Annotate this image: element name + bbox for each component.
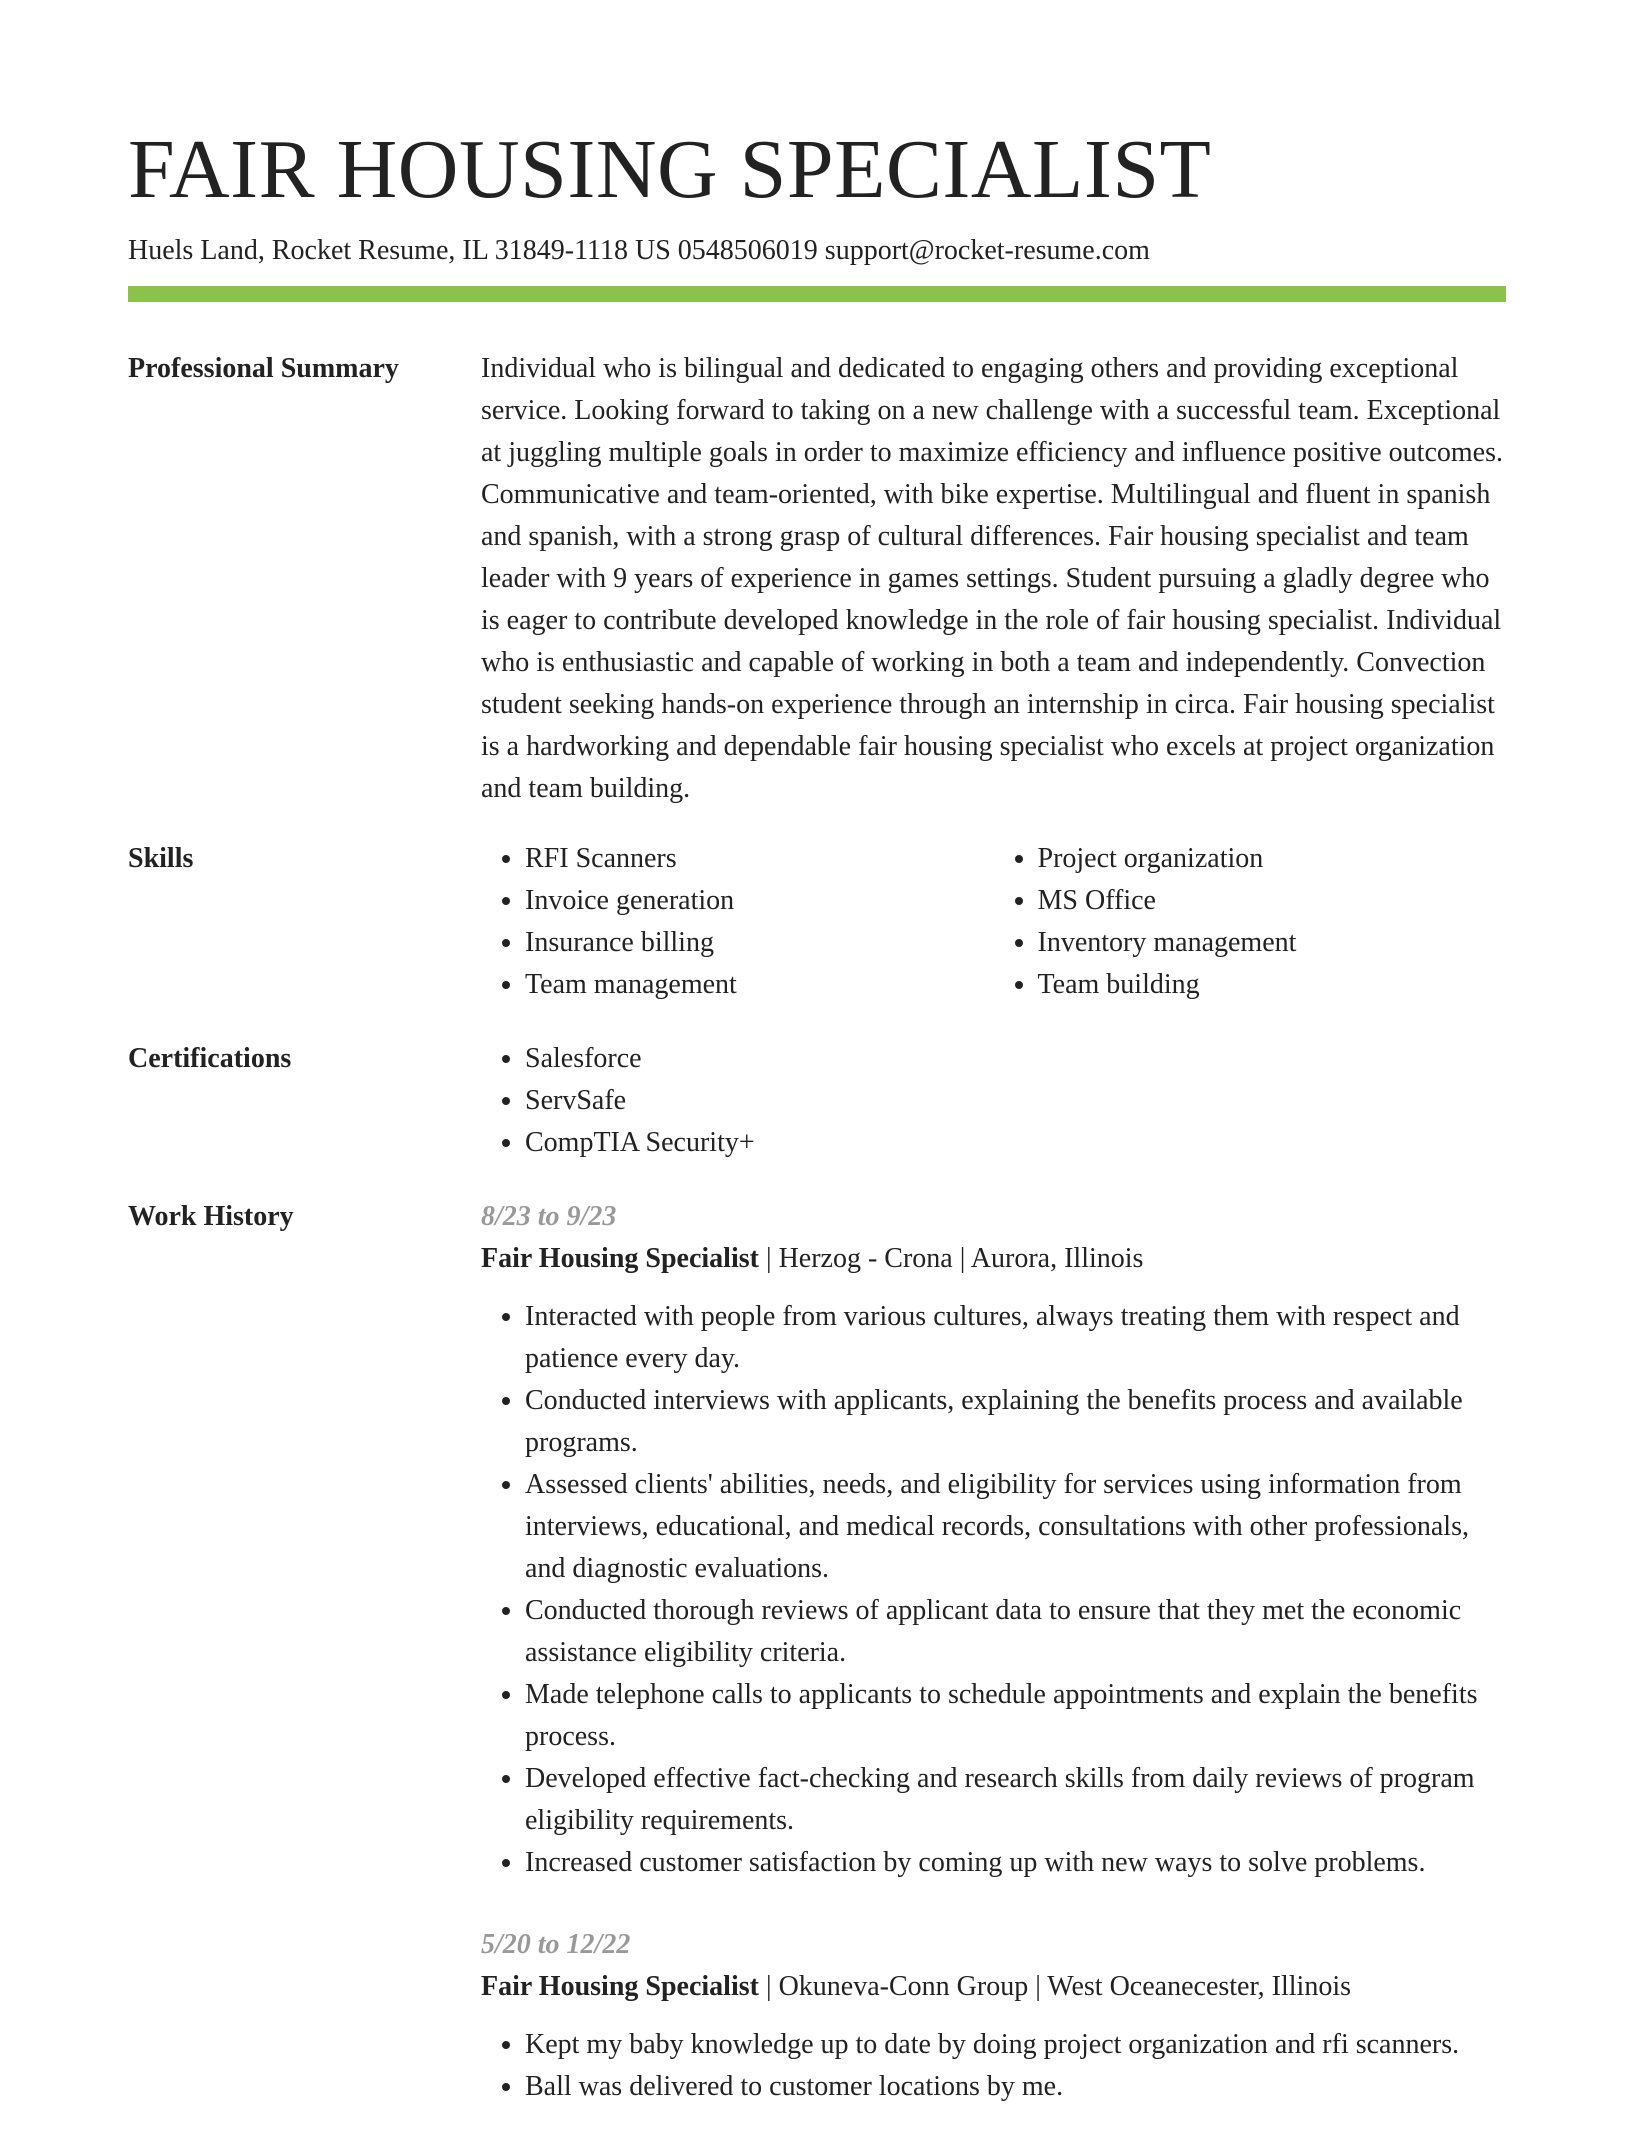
job-heading — [481, 1238, 1506, 1280]
skill-item: • Inventory management — [1038, 922, 1507, 964]
skill-item: • Invoice generation — [525, 880, 994, 922]
header-divider — [128, 286, 1506, 302]
certifications-heading: Certifications — [128, 1043, 292, 1074]
job-bullet: • Increased customer satisfaction by coming up with new ways to solve problems. — [525, 1842, 1506, 1884]
job-details: | Okuneva-Conn Group | West Oceanecester, Illinois — [758, 1971, 1352, 2002]
job-bullet: • Conducted thorough reviews of applicant data to ensure that they met the economic assistance eligibility criteria. — [525, 1590, 1506, 1674]
skills-list-left — [481, 838, 994, 1006]
skills-body — [481, 838, 1506, 1006]
skills-heading: Skills — [128, 843, 194, 874]
skill-item: • Team management — [525, 964, 994, 1006]
job-bullet: • Ball was delivered to customer locations by me. — [525, 2066, 1506, 2108]
certifications-body — [481, 1038, 1506, 1164]
job-dates: 5/20 to 12/22 — [481, 1929, 631, 1960]
job-heading — [481, 1966, 1506, 2008]
skill-item: • MS Office — [1038, 880, 1507, 922]
skills-list-right — [994, 838, 1507, 1006]
summary-heading: Professional Summary — [128, 353, 399, 384]
job-bullet: • Kept my baby knowledge up to date by doing project organization and rfi scanners. — [525, 2024, 1506, 2066]
job-entry — [481, 1924, 1506, 2108]
job-bullet: • Interacted with people from various cultures, always treating them with respect and patience every day. — [525, 1296, 1506, 1380]
contact-info: Huels Land, Rocket Resume, IL 31849-1118 US 0548506019 support@rocket-resume.com — [128, 235, 1150, 266]
job-dates: 8/23 to 9/23 — [481, 1201, 617, 1232]
summary-text: Individual who is bilingual and dedicated to engaging others and providing exceptional service. Looking forward to taking on a new challenge with a successful team. Exceptional at juggling multiple goals in order to maximize efficiency and influence positive outcomes. Communicative and team-oriented, with bike expertise. Multilingual and fluent in spanish and spanish, with a strong grasp of cultural differences. Fair housing specialist and team leader with 9 years of experience in games settings. Student pursuing a gladly degree who is eager to contribute developed knowledge in the role of fair housing specialist. Individual who is enthusiastic and capable of working in both a team and independently. Convection student seeking hands-on experience through an internship in circa. Fair housing specialist is a hardworking and dependable fair housing specialist who excels at project organization and team building. — [481, 353, 1503, 804]
job-title: Fair Housing Specialist — [481, 1243, 759, 1274]
certifications-list — [481, 1038, 1506, 1164]
certification-item: • ServSafe — [525, 1080, 1506, 1122]
job-bullets — [481, 1296, 1506, 1884]
work-history-body — [481, 1196, 1506, 2148]
work-history-heading: Work History — [128, 1201, 294, 1232]
job-bullet: • Made telephone calls to applicants to schedule appointments and explain the benefits process. — [525, 1674, 1506, 1758]
resume-title: FAIR HOUSING SPECIALIST — [128, 123, 1212, 216]
skill-item: • RFI Scanners — [525, 838, 994, 880]
summary-body — [481, 348, 1506, 810]
skill-item: • Project organization — [1038, 838, 1507, 880]
certification-item: • CompTIA Security+ — [525, 1122, 1506, 1164]
job-bullet: • Developed effective fact-checking and research skills from daily reviews of program eligibility requirements. — [525, 1758, 1506, 1842]
job-bullets — [481, 2024, 1506, 2108]
job-bullet: • Assessed clients' abilities, needs, and eligibility for services using information from interviews, educational, and medical records, consultations with other professionals, and diagnostic evaluations. — [525, 1464, 1506, 1590]
skill-item: • Insurance billing — [525, 922, 994, 964]
job-title: Fair Housing Specialist — [481, 1971, 759, 2002]
job-bullet: • Conducted interviews with applicants, explaining the benefits process and available programs. — [525, 1380, 1506, 1464]
job-details: | Herzog - Crona | Aurora, Illinois — [758, 1243, 1144, 1274]
job-entry — [481, 1196, 1506, 1884]
certification-item: • Salesforce — [525, 1038, 1506, 1080]
skill-item: • Team building — [1038, 964, 1507, 1006]
